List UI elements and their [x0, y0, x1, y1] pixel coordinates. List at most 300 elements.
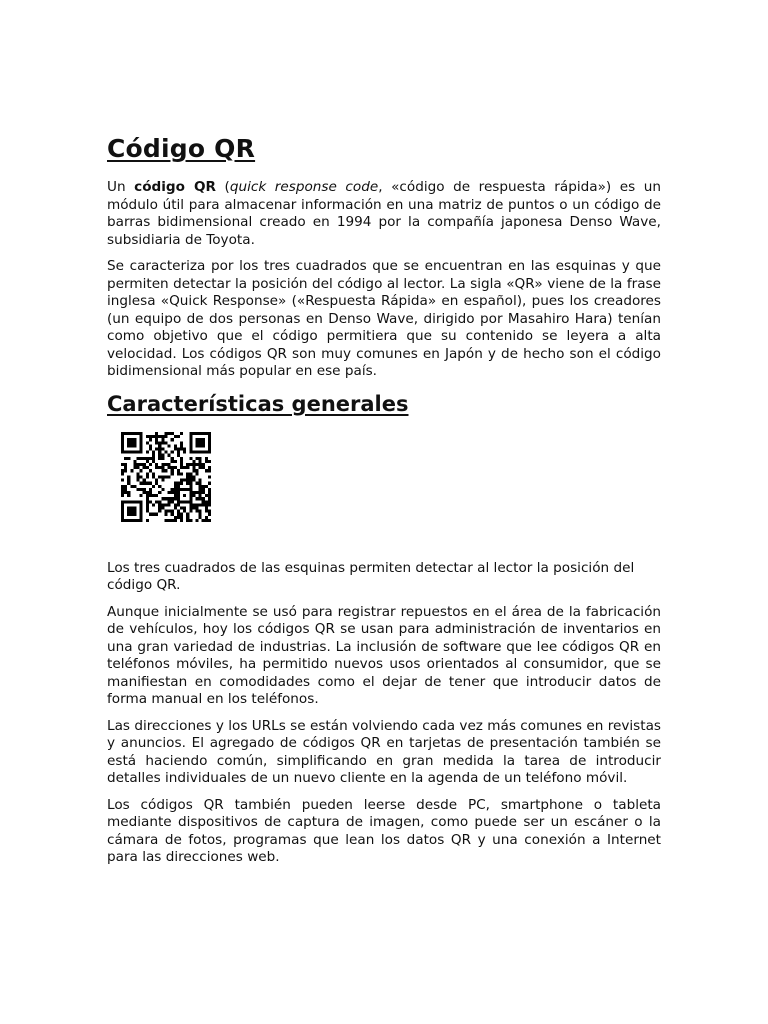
qr-module — [121, 509, 124, 512]
qr-module — [195, 497, 198, 500]
qr-module — [133, 432, 136, 435]
qr-module — [180, 432, 183, 435]
qr-caption: Los tres cuadrados de las esquinas permiten detectar al lector la posición del código QR. — [107, 559, 635, 593]
qr-module — [137, 475, 140, 478]
qr-module — [121, 494, 124, 497]
qr-module — [189, 503, 192, 506]
qr-module — [202, 490, 205, 493]
qr-module — [208, 432, 211, 435]
qr-module — [161, 503, 164, 506]
qr-module — [140, 500, 143, 503]
qr-module — [158, 435, 161, 438]
qr-module — [121, 435, 124, 438]
qr-module — [146, 509, 149, 512]
qr-module — [121, 469, 124, 472]
qr-module — [121, 490, 124, 493]
qr-module — [140, 481, 143, 484]
qr-module — [152, 512, 155, 515]
qr-module — [202, 487, 205, 490]
qr-module — [177, 450, 180, 453]
qr-module — [171, 490, 174, 493]
qr-module — [149, 463, 152, 466]
qr-module — [155, 481, 158, 484]
qr-module — [164, 450, 167, 453]
qr-module — [177, 453, 180, 456]
intro-text-1: Un — [107, 179, 135, 195]
qr-module — [177, 435, 180, 438]
qr-module — [146, 481, 149, 484]
qr-module — [140, 518, 143, 521]
qr-module — [186, 512, 189, 515]
qr-module — [183, 466, 186, 469]
qr-module — [174, 490, 177, 493]
qr-module — [174, 481, 177, 484]
qr-module — [180, 463, 183, 466]
document-page — [107, 132, 661, 876]
qr-module — [133, 466, 136, 469]
qr-module — [149, 494, 152, 497]
qr-module — [149, 490, 152, 493]
qr-module — [171, 509, 174, 512]
qr-module — [158, 441, 161, 444]
qr-module — [177, 494, 180, 497]
qr-module — [164, 512, 167, 515]
qr-module — [183, 447, 186, 450]
qr-module — [146, 500, 149, 503]
qr-module — [186, 487, 189, 490]
qr-module — [199, 450, 202, 453]
qr-module — [161, 456, 164, 459]
qr-module — [180, 472, 183, 475]
qr-module — [202, 438, 205, 441]
qr-module — [171, 497, 174, 500]
qr-module — [171, 487, 174, 490]
qr-module — [199, 487, 202, 490]
qr-module — [205, 515, 208, 518]
intro-term-english: quick response code — [229, 179, 379, 195]
qr-module — [174, 518, 177, 521]
qr-module — [174, 484, 177, 487]
qr-code-icon — [121, 432, 211, 522]
qr-module — [195, 463, 198, 466]
qr-module — [186, 475, 189, 478]
qr-module — [168, 518, 171, 521]
qr-module — [199, 441, 202, 444]
qr-module — [140, 435, 143, 438]
qr-module — [149, 438, 152, 441]
qr-module — [127, 438, 130, 441]
qr-module — [202, 450, 205, 453]
qr-module — [155, 463, 158, 466]
qr-module — [146, 450, 149, 453]
qr-module — [140, 509, 143, 512]
qr-module — [199, 481, 202, 484]
qr-module — [180, 481, 183, 484]
qr-module — [127, 506, 130, 509]
qr-module — [133, 512, 136, 515]
qr-module — [149, 444, 152, 447]
qr-module — [202, 503, 205, 506]
qr-module — [146, 518, 149, 521]
qr-module — [121, 447, 124, 450]
qr-module — [127, 509, 130, 512]
qr-module — [208, 438, 211, 441]
qr-module — [192, 475, 195, 478]
qr-module — [146, 456, 149, 459]
qr-module — [208, 466, 211, 469]
qr-module — [208, 487, 211, 490]
qr-module — [199, 497, 202, 500]
qr-module — [183, 494, 186, 497]
qr-module — [189, 506, 192, 509]
qr-module — [208, 494, 211, 497]
qr-module — [192, 490, 195, 493]
qr-module — [195, 509, 198, 512]
qr-module — [195, 503, 198, 506]
qr-module — [121, 518, 124, 521]
qr-module — [130, 506, 133, 509]
qr-module — [121, 503, 124, 506]
qr-module — [171, 456, 174, 459]
qr-module — [177, 447, 180, 450]
qr-module — [158, 484, 161, 487]
qr-module — [195, 490, 198, 493]
qr-module — [195, 441, 198, 444]
qr-module — [158, 450, 161, 453]
qr-module — [177, 509, 180, 512]
qr-module — [127, 518, 130, 521]
qr-module — [130, 441, 133, 444]
qr-module — [124, 484, 127, 487]
qr-module — [208, 441, 211, 444]
qr-module — [137, 450, 140, 453]
qr-module — [149, 481, 152, 484]
qr-module — [140, 432, 143, 435]
qr-module — [161, 453, 164, 456]
qr-module — [146, 441, 149, 444]
qr-module — [155, 435, 158, 438]
qr-module — [121, 444, 124, 447]
qr-module — [189, 484, 192, 487]
qr-module — [164, 497, 167, 500]
qr-module — [146, 475, 149, 478]
qr-module — [192, 466, 195, 469]
qr-module — [208, 450, 211, 453]
qr-module — [133, 518, 136, 521]
qr-module — [189, 444, 192, 447]
qr-module — [199, 438, 202, 441]
qr-module — [146, 497, 149, 500]
qr-module — [174, 487, 177, 490]
qr-module — [158, 444, 161, 447]
section-heading: Características generales — [107, 391, 409, 416]
qr-module — [205, 469, 208, 472]
qr-module — [133, 500, 136, 503]
qr-module — [124, 456, 127, 459]
qr-module — [174, 494, 177, 497]
qr-module — [168, 466, 171, 469]
paragraph-characteristics: Se caracteriza por los tres cuadrados que se encuentran en las esquinas y que permiten detectar la posición del código al lector. La sigla «QR» viene de la frase inglesa «Quick Response» («Respuesta Rápida» en español), pues los creadores (un equipo de dos personas en Denso Wave, dirigido por Masahiro Hara) tenían como objetivo que el código permitiera que su contenido se leyera a alta velocidad. Los códigos QR son muy comunes en Japón y de hecho son el código bidimensional más popular en ese país. — [107, 258, 661, 379]
qr-module — [186, 518, 189, 521]
qr-module — [140, 512, 143, 515]
qr-module — [161, 466, 164, 469]
qr-module — [174, 506, 177, 509]
qr-module — [140, 503, 143, 506]
qr-module — [149, 500, 152, 503]
qr-module — [121, 432, 124, 435]
qr-module — [180, 487, 183, 490]
qr-module — [180, 506, 183, 509]
qr-module — [155, 512, 158, 515]
qr-module — [171, 438, 174, 441]
qr-module — [152, 503, 155, 506]
qr-module — [171, 518, 174, 521]
qr-module — [161, 438, 164, 441]
page-title: Código QR — [107, 134, 256, 163]
qr-module — [186, 466, 189, 469]
qr-module — [146, 435, 149, 438]
qr-module — [171, 500, 174, 503]
qr-module — [161, 441, 164, 444]
qr-module — [171, 432, 174, 435]
qr-module — [174, 503, 177, 506]
qr-module — [208, 469, 211, 472]
qr-module — [127, 494, 130, 497]
qr-module — [133, 444, 136, 447]
qr-module — [140, 441, 143, 444]
qr-module — [155, 478, 158, 481]
qr-module — [174, 459, 177, 462]
qr-module — [208, 459, 211, 462]
qr-module — [164, 509, 167, 512]
qr-module — [127, 481, 130, 484]
qr-module — [183, 478, 186, 481]
qr-module — [180, 512, 183, 515]
qr-module — [208, 497, 211, 500]
qr-module — [137, 472, 140, 475]
qr-module — [143, 481, 146, 484]
qr-module — [149, 447, 152, 450]
qr-module — [124, 469, 127, 472]
qr-module — [152, 484, 155, 487]
qr-module — [152, 453, 155, 456]
qr-module — [192, 450, 195, 453]
qr-module — [168, 503, 171, 506]
qr-module — [140, 444, 143, 447]
qr-module — [192, 506, 195, 509]
qr-module — [180, 459, 183, 462]
qr-module — [158, 447, 161, 450]
qr-module — [189, 494, 192, 497]
qr-module — [121, 438, 124, 441]
qr-module — [161, 497, 164, 500]
qr-module — [146, 490, 149, 493]
qr-module — [180, 466, 183, 469]
qr-module — [158, 456, 161, 459]
qr-module — [168, 490, 171, 493]
qr-module — [158, 453, 161, 456]
qr-module — [133, 484, 136, 487]
qr-module — [199, 459, 202, 462]
qr-module — [205, 459, 208, 462]
qr-module — [189, 432, 192, 435]
qr-module — [133, 506, 136, 509]
qr-module — [164, 432, 167, 435]
qr-module — [202, 444, 205, 447]
qr-module — [155, 432, 158, 435]
qr-module — [177, 472, 180, 475]
qr-module — [161, 475, 164, 478]
qr-module — [189, 450, 192, 453]
qr-module — [199, 512, 202, 515]
qr-module — [202, 484, 205, 487]
qr-module — [189, 500, 192, 503]
qr-module — [158, 506, 161, 509]
qr-module — [164, 441, 167, 444]
qr-module — [127, 512, 130, 515]
qr-module — [174, 444, 177, 447]
qr-module — [192, 494, 195, 497]
qr-module — [177, 484, 180, 487]
qr-module — [195, 506, 198, 509]
qr-module — [140, 475, 143, 478]
qr-module — [143, 478, 146, 481]
qr-module — [143, 463, 146, 466]
qr-module — [149, 487, 152, 490]
qr-module — [183, 500, 186, 503]
qr-module — [164, 435, 167, 438]
qr-module — [189, 463, 192, 466]
qr-module — [186, 478, 189, 481]
qr-module — [158, 490, 161, 493]
qr-module — [168, 453, 171, 456]
qr-module — [124, 500, 127, 503]
qr-module — [205, 456, 208, 459]
qr-module — [140, 487, 143, 490]
qr-module — [199, 490, 202, 493]
qr-module — [130, 450, 133, 453]
qr-module — [143, 466, 146, 469]
qr-module — [130, 484, 133, 487]
qr-module — [168, 497, 171, 500]
qr-module — [192, 463, 195, 466]
qr-module — [208, 475, 211, 478]
qr-module — [168, 432, 171, 435]
qr-module — [177, 515, 180, 518]
qr-module — [180, 515, 183, 518]
qr-module — [195, 432, 198, 435]
qr-module — [143, 487, 146, 490]
qr-module — [208, 503, 211, 506]
qr-module — [183, 487, 186, 490]
qr-module — [137, 466, 140, 469]
qr-module — [146, 459, 149, 462]
qr-module — [161, 447, 164, 450]
qr-module — [143, 490, 146, 493]
qr-module — [195, 438, 198, 441]
qr-module — [121, 506, 124, 509]
intro-paragraph — [107, 179, 661, 249]
qr-module — [168, 463, 171, 466]
qr-module — [137, 456, 140, 459]
qr-module — [149, 435, 152, 438]
qr-module — [180, 500, 183, 503]
qr-module — [199, 478, 202, 481]
qr-module — [130, 444, 133, 447]
qr-module — [146, 503, 149, 506]
qr-module — [130, 509, 133, 512]
qr-module — [202, 463, 205, 466]
qr-module — [177, 503, 180, 506]
qr-module — [174, 435, 177, 438]
qr-module — [124, 450, 127, 453]
qr-module — [127, 441, 130, 444]
qr-module — [158, 466, 161, 469]
qr-module — [189, 447, 192, 450]
qr-module — [192, 469, 195, 472]
qr-module — [189, 475, 192, 478]
qr-module — [205, 503, 208, 506]
qr-module — [189, 438, 192, 441]
qr-module — [205, 506, 208, 509]
qr-module — [189, 441, 192, 444]
qr-module — [146, 472, 149, 475]
qr-module — [121, 484, 124, 487]
qr-module — [121, 487, 124, 490]
qr-module — [195, 469, 198, 472]
qr-module — [127, 490, 130, 493]
qr-module — [161, 469, 164, 472]
qr-module — [177, 497, 180, 500]
qr-module — [158, 503, 161, 506]
qr-module — [189, 478, 192, 481]
qr-module — [158, 475, 161, 478]
qr-module — [199, 509, 202, 512]
qr-module — [140, 463, 143, 466]
qr-module — [205, 484, 208, 487]
paragraph-urls: Las direcciones y los URLs se están volviendo cada vez más comunes en revistas y anuncios. El agregado de códigos QR en tarjetas de presentación también se está haciendo común, simplificando en gran medida la tarea de introducir detalles individuales de un nuevo cliente en la agenda de un teléfono móvil. — [107, 717, 661, 786]
qr-module — [180, 441, 183, 444]
qr-module — [121, 478, 124, 481]
qr-module — [189, 456, 192, 459]
qr-module — [171, 512, 174, 515]
qr-module — [124, 466, 127, 469]
qr-module — [189, 487, 192, 490]
qr-module — [202, 466, 205, 469]
qr-module — [137, 518, 140, 521]
qr-module — [168, 444, 171, 447]
qr-module — [127, 444, 130, 447]
qr-module — [140, 515, 143, 518]
qr-module — [180, 447, 183, 450]
qr-module — [158, 500, 161, 503]
qr-module — [177, 469, 180, 472]
qr-module — [208, 481, 211, 484]
qr-module — [174, 466, 177, 469]
qr-module — [189, 490, 192, 493]
qr-module — [195, 518, 198, 521]
qr-module — [183, 509, 186, 512]
qr-module — [140, 447, 143, 450]
qr-module — [124, 518, 127, 521]
qr-module — [202, 441, 205, 444]
qr-module — [174, 497, 177, 500]
qr-module — [164, 503, 167, 506]
qr-module — [195, 472, 198, 475]
qr-module — [168, 500, 171, 503]
qr-module — [180, 518, 183, 521]
qr-module — [186, 481, 189, 484]
